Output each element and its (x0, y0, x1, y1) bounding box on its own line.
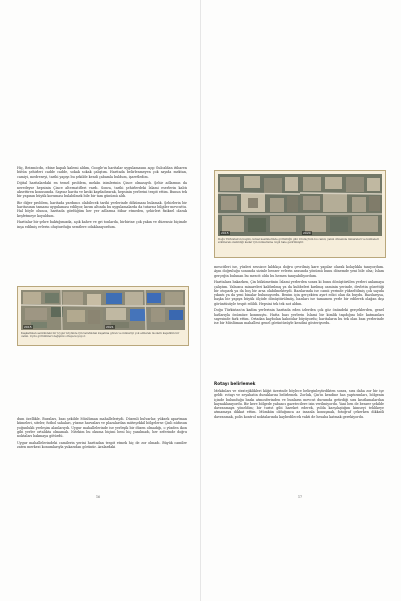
photo-year-label: 2021 (106, 325, 114, 329)
photo-year-label: 2015 (221, 231, 229, 235)
right-page (201, 0, 401, 601)
right-text-end (214, 389, 384, 421)
satellite-photo-after (300, 174, 382, 236)
paragraph: Hiç, Beizmöcdn, ebine kapalı kalemi aldım, Google'ın haritalar uygulamasını açıp Gulcaldan itibaren bütün şehirleri cadde cadde, sokak sokak çalıştım. Haritada belirlenmeyen çok sayıda mektan, camiyi, medreseyi, tarihi yapıyı bu şekilde kendi çabamla buldum, işaretledim. (17, 166, 187, 179)
right-text-mid (214, 265, 384, 328)
figure-caption: Kaşkaltınan semtindeki bir Uygur köyünde Çin tarafından kuşatma gören ve mimariyi yok edilerek modern kapsülün bir camii. Uydu görüntüleri değişimi ortaya koyuyor. (21, 332, 180, 339)
photo-year-label: 2015 (24, 325, 32, 329)
left-text-top (17, 166, 187, 231)
paragraph: Doğu Türkistan'ın kadim yerlerinin haritada eden izlerden çok göz önündeki gerçeklerden, genel hatlarıyla önümüze konmuştu. Hatta bazı yerlerin İslami bir kimlik taşıdığını bile katmanları sayesinde fark ettim. Ortadan kaybolan kalıntılar büyüyordu; haritaların bu tek olan bazı yerlerinde ise bir Müslüman mahallesi genel görüntüsüyle kendini gösteriyordu. (214, 308, 384, 326)
paragraph: Mekânları ve stratejiklikleri kâğıt üzerinde böylece belirginleştirdikten sonra, sıra daha zor bir işe geldi: rotayı ve seyahatin duraklarını belirlemek. Zorluk, Çin'in kendine has yaptırımları, bölgenin içinde bulunduğu baskı atmosferinden ve bunların mevcut durumda getirdiği sıra kısıtlamalardan kaynaklanıyordu. Bir kere bölgede yabancı gazetecilere izin verilmiyordu. Yani ben de benzer şekilde davranmaya yöneldim; bir turist gibi hareket ederek, yolda karşılaştığım kimseyi tehlikeye atmamaya dikkat ettim. Mümkün olduğunca az insanla konuşmak, fotoğraf çekerken dikkatli davranmak, polis kontrol noktalarında kaybedilecek vakti de hesaba katmak gerekiyordu. (214, 389, 384, 419)
photo-year-label: 2020 (303, 231, 311, 235)
satellite-comparison-figure (214, 170, 386, 258)
paragraph: Haritalara bakarken, Çin hükümetinin İslami yerlerden sonra ki bunu dönüştürülen yerleri anlamaya çalıştım. Yalnızca minareleri kaldırılmış ya da kubbeleri kırılmış caminin yerinde, devletin gözettiği bir otopark ya da boş bir arsa olabilmekteydi. Bazılarında ise camii yerinde yükseltilmiş çok sayıda yıkıntı ya da yeni binalar bulunuyordu. Benim için gerçekten ayırt edici olan da buydu. Bazılarıysa, başka bir yapıya büyük ölçüde dönüştürülmüş, bazıları ise tamamen yerle bir edilerek olağan dışı görüntüsüyle tespit edildi. Hepsini tek tek not aldım. (214, 280, 384, 306)
paragraph: Haritalar bir şehre baktığımızda, açık kahve ve gri tonlarda, birbirine çok yakın ve düzensiz biçimde inşa edilmiş evlerin oluşturduğu semtlere odaklanıyordum. (17, 220, 187, 229)
paragraph: Uygur mahallelerindeki camilerin yerini haritadan tespit etmek hiç de zor olmadı. Büyük camiler zaten merkezi konumlarıyla yukarıdan görünür. Aralardaki (17, 440, 187, 450)
page-number: 17 (298, 495, 303, 499)
aerial-image (21, 290, 103, 330)
aerial-image (218, 174, 300, 236)
section-heading: Rotayı belirlemek (214, 381, 256, 386)
paragraph: Dijital haritalardaki en temel problem, mekân isimlerinin Çince olmasıydı. Şehir adlarının da neredeyse hepsinin Çince alternatifleri vardı. Sonra, tarihi şehirlerdeki İslami eserlerin kalıtı aksettiren konusunda. Sayısız harita ve kroki kaydadırarak, hepsinin yerlerini tespit ettim. Bunun tek bir yapının büyük koruması bulabilmek bile bir tam günümü aldı. (17, 181, 187, 199)
aerial-image (103, 290, 185, 330)
aerial-image (300, 174, 382, 236)
satellite-comparison-figure (17, 286, 189, 346)
left-page (0, 0, 200, 601)
page-number: 16 (96, 495, 101, 499)
figure-caption: Doğu Türkistan'ın bugün, kırsal kesimlerinde görüldüğü gibi Urumçi'nin bu camii, yakın dönemde minareleri ve kubbeleri sökülerek olabildiği kadar Çin mimarisine özgü hale getirilmiştir. (218, 238, 379, 245)
satellite-photo-before (218, 174, 300, 236)
satellite-photo-before (21, 290, 103, 330)
paragraph: mescitleri ise, yüzleri sessizce kıldıkça doğru çevrilmiş kare yapılar olarak kolaylıkla tanıyordum. Aynı doğruluğu sonunda sizinle benzer evlerin arasında yönümü bunu dönemde yeni bile olsa; İslam gerçeğin bulunan bu mescit oldu bu hemen tanıyabiliyordum. (214, 265, 384, 278)
satellite-photo-after (103, 290, 185, 330)
paragraph: Bir diğer problem, haritada yardımcı olabilecek tarihi yerlerinde dökümanı bulamak. Şehirlerin bir haritasının tamamı uygulaması ediliyor, kırım altında bu uygulamalarda da tutarsız bilgiler mevcuttu. Hal böyle olunca, haritada gördüğüm her yer adlarına itibar etmeden, şehirleri fiziksel olarak keşfetmeye koyuldum. (17, 200, 187, 218)
left-text-bottom (17, 417, 187, 452)
paragraph: dum özellikle. Buraları, bazı şekilde Müslüman mahalleleriydi. Düzenli bulvarlar, yüksek apartman kümeleri, siteler, futbol sahaları, yüzme havuzları ve plazalardan müteşekkil bölgelerse Çinli nüfusun yoğunluklı yerleşim alanlarıydı. Uygur mahallelerinde ise yerleşik bir düzen olmadığı, o yüzden ikon gibi yerler ortalıkta olmamalı. Nitekim bu okuma biçimi beni hiç yanılmadı, her seferinde doğru noktaları bakmaya götürdü. (17, 417, 187, 439)
